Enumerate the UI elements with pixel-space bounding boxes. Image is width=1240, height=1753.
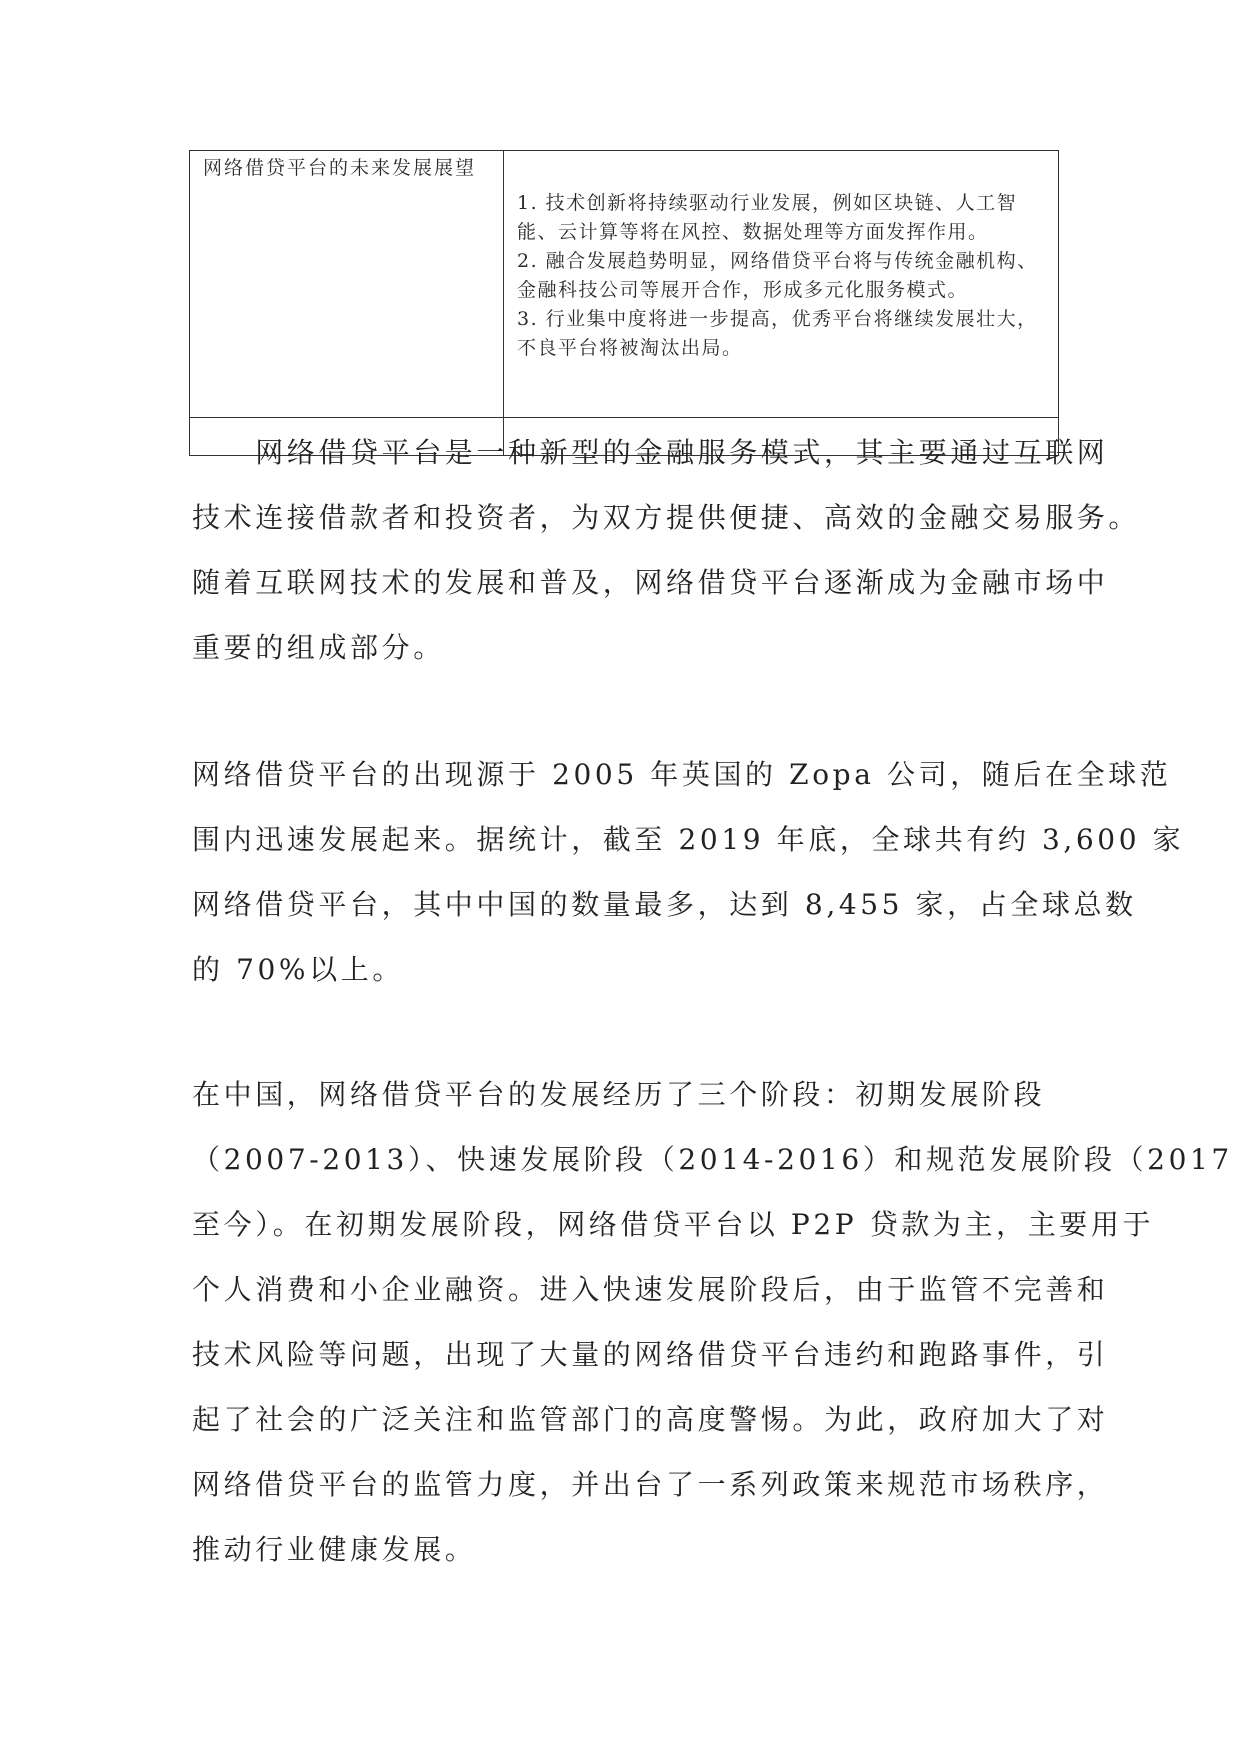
paragraph-intro — [192, 420, 1141, 680]
text-line: 推动行业健康发展。 — [192, 1533, 477, 1566]
outlook-item: 3. 行业集中度将进一步提高，优秀平台将继续发展壮大，不良平台将被淘汰出局。 — [517, 308, 1038, 359]
text-line: 技术风险等问题，出现了大量的网络借贷平台违约和跑路事件，引 — [192, 1338, 1109, 1371]
text-line: 网络借贷平台，其中中国的数量最多，达到 8,455 家，占全球总数 — [192, 888, 1137, 921]
outlook-item: 1. 技术创新将持续驱动行业发展，例如区块链、人工智能、云计算等将在风控、数据处理等方面发挥作用。 — [517, 192, 1018, 243]
text-line: 的 70%以上。 — [192, 953, 404, 986]
text-line: 在中国，网络借贷平台的发展经历了三个阶段：初期发展阶段 — [192, 1078, 1046, 1111]
table-cell-content — [504, 151, 1059, 418]
text-line: 技术连接借款者和投资者，为双方提供便捷、高效的金融交易服务。 — [192, 501, 1141, 534]
text-line: 网络借贷平台的出现源于 2005 年英国的 Zopa 公司，随后在全球范 — [192, 758, 1172, 791]
outlook-table — [189, 150, 1059, 456]
text-line: 个人消费和小企业融资。进入快速发展阶段后，由于监管不完善和 — [192, 1273, 1109, 1306]
table-row — [190, 151, 1059, 418]
text-line: 网络借贷平台的监管力度，并出台了一系列政策来规范市场秩序， — [192, 1468, 1109, 1501]
text-line: 重要的组成部分。 — [192, 631, 445, 664]
text-line: （2007-2013）、快速发展阶段（2014-2016）和规范发展阶段（2017 — [192, 1143, 1233, 1176]
table-cell-label: 网络借贷平台的未来发展展望 — [190, 151, 504, 418]
outlook-item: 2. 融合发展趋势明显，网络借贷平台将与传统金融机构、金融科技公司等展开合作，形成多元化服务模式。 — [517, 250, 1038, 301]
paragraph-china-stages — [192, 1062, 1233, 1582]
text-line: 随着互联网技术的发展和普及，网络借贷平台逐渐成为金融市场中 — [192, 566, 1109, 599]
text-line: 围内迅速发展起来。据统计，截至 2019 年底，全球共有约 3,600 家 — [192, 823, 1185, 856]
paragraph-origin-statistics — [192, 742, 1185, 1002]
text-line: 起了社会的广泛关注和监管部门的高度警惕。为此，政府加大了对 — [192, 1403, 1109, 1436]
text-line: 网络借贷平台是一种新型的金融服务模式，其主要通过互联网 — [192, 436, 1109, 469]
text-line: 至今）。在初期发展阶段，网络借贷平台以 P2P 贷款为主，主要用于 — [192, 1208, 1155, 1241]
